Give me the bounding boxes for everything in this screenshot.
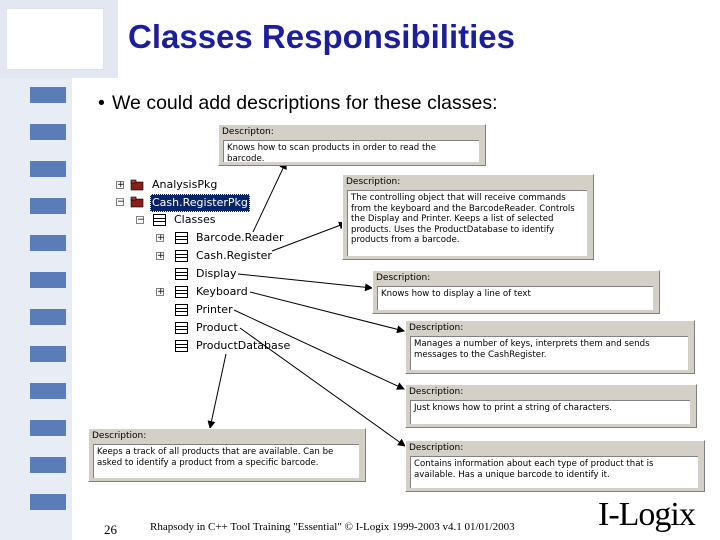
expand-icon[interactable]: +	[157, 287, 165, 297]
description-textbox[interactable]: Knows how to display a line of text	[377, 286, 653, 310]
description-textbox[interactable]: Contains information about each type of product that is available. Has a unique barcode to identify it.	[410, 456, 698, 488]
tree-item-printer[interactable]	[156, 302, 246, 318]
class-icon	[175, 268, 188, 280]
description-label: Description:	[376, 273, 431, 283]
description-textbox[interactable]: The controlling object that will receive commands from the keyboard and the BarcodeReader. Controls the Display and Printer. Keeps a list of selected products. Uses the ProductDatabase to identify products from a barcode.	[347, 190, 587, 256]
tree-item-label: Printer	[196, 303, 233, 316]
scrollbar[interactable]	[688, 334, 693, 370]
page-number: 26	[104, 522, 117, 537]
scrollbar[interactable]	[359, 442, 364, 478]
arrow-display	[238, 274, 372, 288]
class-icon	[175, 304, 188, 316]
tree-item-cashregister[interactable]	[156, 248, 276, 264]
arrow-barcode	[253, 162, 286, 232]
class-icon	[175, 340, 188, 352]
footer-text: Rhapsody in C++ Tool Training "Essential" © I-Logix 1999-2003 v4.1 01/01/2003	[150, 521, 515, 533]
description-textbox[interactable]: Keeps a track of all products that are available. Can be asked to identify a product from a specific barcode.	[93, 444, 359, 478]
tree-item-label: Display	[196, 267, 237, 280]
collapse-icon[interactable]: −	[137, 215, 145, 225]
class-icon	[175, 286, 188, 298]
class-icon	[175, 232, 188, 244]
tree-item-product[interactable]	[156, 320, 246, 336]
description-panel-display	[372, 270, 660, 314]
scrollbar[interactable]	[698, 454, 703, 488]
package-icon	[130, 196, 144, 208]
arrow-productdb	[210, 354, 226, 428]
tree-item-classes[interactable]	[136, 212, 226, 228]
description-panel-printer	[405, 384, 697, 428]
scrollbar[interactable]	[479, 138, 484, 162]
tree-item-label: AnalysisPkg	[152, 178, 218, 191]
tree-item-barcodereader[interactable]	[156, 230, 286, 246]
description-panel-productdatabase	[88, 428, 366, 482]
tree-item-label: Cash.RegisterPkg	[150, 194, 250, 212]
tree-item-label: Barcode.Reader	[196, 231, 284, 244]
description-label: Descripton:	[222, 127, 274, 137]
bullet-marker: •	[98, 92, 105, 114]
description-panel-cashregister	[342, 174, 594, 260]
package-icon	[130, 179, 144, 191]
expand-icon[interactable]: +	[157, 251, 165, 261]
tree-item-label: Keyboard	[196, 285, 248, 298]
scrollbar[interactable]	[690, 398, 695, 424]
bullet-text: We could add descriptions for these classes:	[112, 92, 498, 114]
description-label: Description:	[409, 387, 464, 397]
description-panel-product	[405, 440, 705, 492]
tree-item-label: ProductDatabase	[196, 339, 291, 352]
folder-icon	[153, 214, 166, 226]
tree-item-label: Product	[196, 321, 238, 334]
description-label: Description:	[346, 177, 401, 187]
tree-item-analysispkg[interactable]	[116, 177, 246, 193]
class-icon	[175, 250, 188, 262]
tree-item-label: Cash.Register	[196, 249, 272, 262]
slide-title: Classes Responsibilities	[128, 18, 515, 55]
description-panel-keyboard	[405, 320, 695, 374]
scrollbar[interactable]	[587, 188, 592, 256]
company-logo: I-Logix	[598, 496, 695, 533]
expand-icon[interactable]: +	[117, 180, 125, 190]
collapse-icon[interactable]: −	[117, 197, 125, 207]
tree-item-cashregisterpkg[interactable]	[116, 194, 256, 210]
description-textbox[interactable]: Just knows how to print a string of characters.	[410, 400, 690, 424]
description-label: Description:	[92, 431, 147, 441]
expand-icon[interactable]: +	[157, 233, 165, 243]
scrollbar[interactable]	[653, 284, 658, 310]
tree-item-display[interactable]	[156, 266, 246, 282]
description-textbox[interactable]: Manages a number of keys, interprets them and sends messages to the CashRegister.	[410, 336, 688, 370]
tree-item-keyboard[interactable]	[156, 284, 256, 300]
class-icon	[175, 322, 188, 334]
description-label: Description:	[409, 443, 464, 453]
description-panel-barcodereader	[218, 124, 486, 166]
description-textbox[interactable]: Knows how to scan products in order to read the barcode.	[223, 140, 479, 162]
tree-item-productdatabase[interactable]	[156, 338, 296, 354]
description-label: Description:	[409, 323, 464, 333]
tree-item-label: Classes	[174, 213, 216, 226]
